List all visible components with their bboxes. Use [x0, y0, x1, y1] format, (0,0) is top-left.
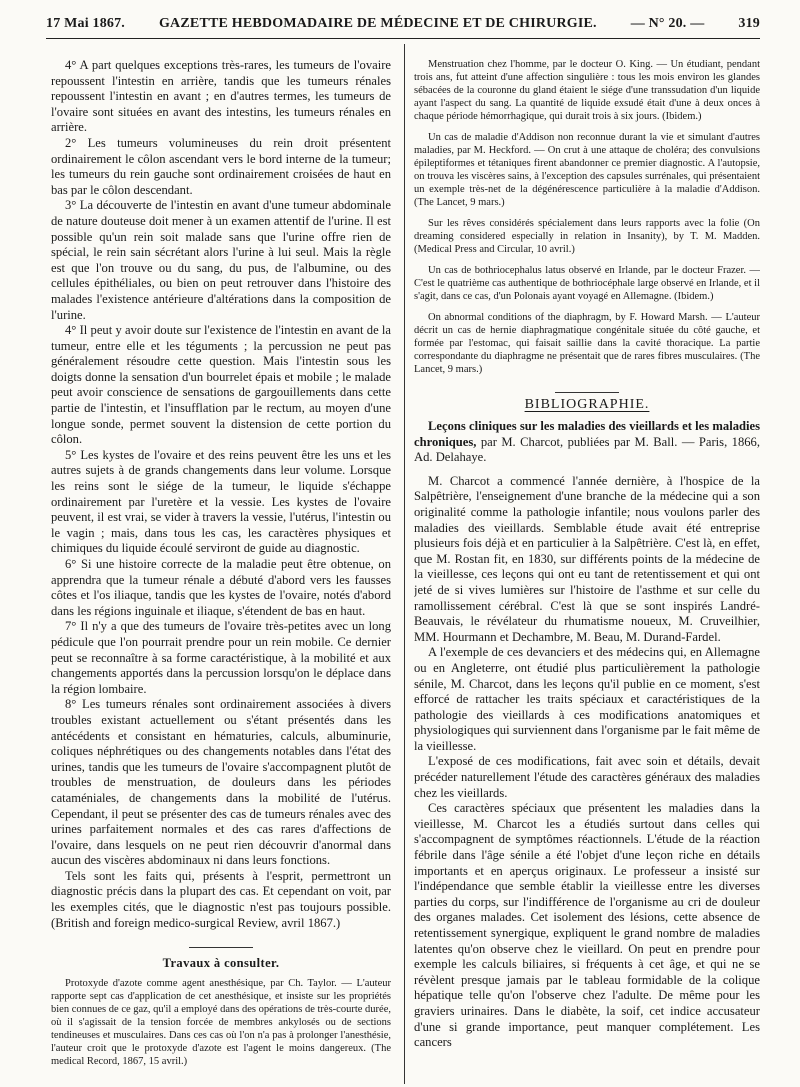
spacer: [414, 466, 760, 474]
column-divider: [404, 44, 405, 1084]
consult-item: Protoxyde d'azote comme agent anesthésique, par Ch. Taylor. — L'auteur rapporte sept cas d'application de cet anesthésique, et insiste sur les propriétés bien connues de ce gaz, qu'il a employé dans des opérations de très-courte durée, où il s'agissait de la tension forcée de membres ankylosés ou de sections tendineuses et musculaires. Dans ces cas où l'on n'a pas à prolonger l'anesthésie, l'auteur croit que le protoxyde d'azote est l'agent le moins dangereux. (The medical Record, 1867, 15 avril.): [51, 978, 391, 1068]
right-column: [414, 58, 760, 1084]
paragraph: 5° Les kystes de l'ovaire et des reins peuvent être les uns et les autres sujets à de grands changements dans leur volume. Lorsque les reins sont le siége de la tumeur, le liquide s'échappe ordinairement par l'uretère et la vessie. Les kystes de l'ovaire peuvent, il est vrai, se vider à travers la vessie, l'utérus, l'intestin ou le vagin ; mais, dans tous les cas, les caractères physiques et chimiques du liquide écoulé serviront de guide au diagnostic.: [51, 447, 391, 556]
header-page-number: 319: [738, 16, 760, 31]
paragraph: A l'exemple de ces devanciers et des médecins qui, en Allemagne ou en Angleterre, ont étudié plus particulièrement la pathologie sénile, M. Charcot, dans les leçons qu'il publie en ce moment, s'est efforcé de rattacher les traits spéciaux et caractéristiques de la pathologie des vieillards à ces modifications anatomiques et physiologiques qui surviennent dans l'organisme par le fait même de la vieillesse.: [414, 645, 760, 753]
consult-item: Un cas de bothriocephalus latus observé en Irlande, par le docteur Frazer. — C'est le quatrième cas authentique de bothriocéphale large observé en Irlande, et il s'agit, dans ce cas, d'un Polonais ayant voyagé en Allemagne. (Ibidem.): [414, 265, 760, 302]
paragraph: 3° La découverte de l'intestin en avant d'une tumeur abdominale de nature douteuse doit mener à un examen attentif de l'urine. Il est possible qu'un rein soit malade sans que l'urine offre rien de spécial, le rein sain sécrétant alors l'urine à lui seul. Mais la règle est que l'on trouve ou du sang, du pus, de l'albumine, ou des cellules épithéliales, ou bien on peut retrouver dans l'histoire des malades l'existence antérieure d'altérations dans la composition de l'urine.: [51, 198, 391, 322]
paragraph: 6° Si une histoire correcte de la maladie peut être obtenue, on apprendra que la tumeur rénale a débuté d'abord vers les fausses côtes et l'os iliaque, tandis que les kystes de l'ovaire, notés d'abord dans les régions inguinale et iliaque, s'étendent de bas en haut.: [51, 557, 391, 618]
section-title: Travaux à consulter.: [162, 956, 280, 971]
header-issue: — N° 20. —: [630, 16, 705, 31]
section-separator: [555, 392, 619, 393]
paragraph: 8° Les tumeurs rénales sont ordinairement associées à divers troubles existant actuellement ou s'étant présentés dans les antécédents et consistant en hématuries, calculs, albuminurie, coliques néphrétiques ou des changements notables dans l'état des urines, tandis que les tumeurs de l'ovaire s'accompagnent plutôt de troubles de menstruation, de douleurs dans les périodes cataméniales, de changements dans la mobilité de l'utérus. Cependant, il peut se présenter des cas de tumeurs rénales avec des urines parfaitement normales et des cas rares d'affections de l'ovaire, dans lesquels on ne peut rien découvrir d'anormal dans aucun des viscères abdominaux ni dans leurs fonctions.: [51, 697, 391, 868]
spacer: [414, 209, 760, 217]
consult-item: Menstruation chez l'homme, par le docteur O. King. — Un étudiant, pendant trois ans, fut atteint d'une affection singulière : tous les mois environ les glandes sébacées de la couronne du gland étaient le siége d'une transsudation d'un liquide ayant l'aspect du sang. La quantité de liquide exsudé était d'une à deux onces à chaque période hémorrhagique, qui durait trois à six jours. (Ibidem.): [414, 59, 760, 122]
spacer: [51, 931, 391, 947]
consult-item: Sur les rêves considérés spécialement dans leurs rapports avec la folie (On dreaming considered especially in relation in Insanity), by T. M. Madden. (Medical Press and Circular, 10 avril.): [414, 218, 760, 255]
paragraph: Tels sont les faits qui, présents à l'esprit, permettront un diagnostic précis dans la plupart des cas. Et cependant on voit, par les exemples cités, que le diagnostic n'est pas toujours possible. (British and foreign medico-surgical Review, avril 1867.): [51, 868, 391, 930]
header-rule: [46, 38, 760, 39]
paragraph: M. Charcot a commencé l'année dernière, à l'hospice de la Salpêtrière, l'enseignement d'une branche de la médecine qui a son originalité comme la pathologie infantile; nous voulons parler des maladies des vieillards. Semblable étude avait été entreprise plusieurs fois déjà et en particulier à la Salpêtrière. C'est là, en effet, que M. Rostan fit, en 1830, sur différents points de la médecine de la vieillesse, ces leçons qui ont eu tant de retentissement et qui ont jeté de si vives lumières sur l'histoire de l'asthme et sur celle du ramollissement cérébral. C'est là que se sont inspirés Landré-Beauvais, le révélateur du rhumatisme noueux, M. Cruveilhier, MM. Hourmann et Dechambre, M. Beau, M. Durand-Fardel.: [414, 473, 760, 644]
paragraph: 7° Il n'y a que des tumeurs de l'ovaire très-petites avec un long pédicule que l'on pourrait prendre pour un rein mobile. Ce dernier peut se reconnaître à sa forme caractéristique, à la mobilité et aux changements apportés dans la percussion lorsqu'on le déplace dans la région lombaire.: [51, 619, 391, 696]
paragraph: Ces caractères spéciaux que présentent les maladies dans la vieillesse, M. Charcot les a étudiés surtout dans celles qui s'accompagnent de symptômes réactionnels. L'étude de la réaction fébrile dans l'âge sénile a été l'objet d'une leçon riche en détails importants et en aperçus originaux. Le professeur a insisté sur l'indépendance que semble établir la vieillesse entre les diverses parties du corps, sur l'indifférence de l'organisme au cri de douleur des organes malades. Cet isolement des lésions, cette absence de retentissement synergique, expliquent le grand nombre de maladies latentes qu'on observe chez le vieillard. On peut en prendre pour exemple les calculs biliaires, si fréquents à cet âge, et qui ne se révèlent presque jamais par le tableau formidable de la colique hépatique telle qu'on l'observe chez l'adulte. De même pour les graviers urinaires. Dans le diabète, la soif, cet indice accusateur d'une si grande importance, peut manquer complétement. Les cancers: [414, 801, 760, 1050]
consult-item: On abnormal conditions of the diaphragm, by F. Howard Marsh. — L'auteur décrit un cas de hernie diaphragmatique congénitale située du côté gauche, et formée par l'estomac, qui faisait saillie dans la cavité thoracique. La partie correspondante du diaphragme ne présentait que de rares fibres musculaires. (The Lancet, 9 mars.): [414, 312, 760, 375]
header-journal-title: GAZETTE HEBDOMADAIRE DE MÉDECINE ET DE CHIRURGIE.: [158, 16, 597, 31]
spacer: [414, 256, 760, 264]
book-title: Leçons cliniques sur les maladies des vieillards et les maladies chroniques,: [414, 419, 760, 449]
book-details: par M. Charcot, publiées par M. Ball. — Paris, 1866, Ad. Delahaye.: [414, 434, 760, 465]
paragraph: 4° Il peut y avoir doute sur l'existence de l'intestin en avant de la tumeur, entre elle et les téguments ; la percussion ne peut pas généralement résoudre cette question. Mais l'intestin sous les doigts donne la sensation d'un bourrelet épais et mobile ; le malade peut avoir conscience de sensations de gargouillements dans cette partie de l'intestin, et l'insufflation par le rectum, au moyen d'une longue sonde, permet souvent la distension de cette portion du côlon.: [51, 323, 391, 447]
paragraph: 4° A part quelques exceptions très-rares, les tumeurs de l'ovaire repoussent l'intestin en arrière, tandis que les tumeurs rénales repoussent l'intestin en avant ; en d'autres termes, les tumeurs de l'ovaire sont situées en avant des intestins, les tumeurs rénales en arrière.: [51, 58, 391, 135]
spacer: [414, 303, 760, 311]
bibliography-title: BIBLIOGRAPHIE.: [524, 397, 650, 412]
consult-item: Un cas de maladie d'Addison non reconnue durant la vie et simulant d'autres maladies, par M. Heckford. — On crut à une attaque de choléra; des convulsions épileptiformes et tétaniques firent abandonner ce premier diagnostic. A l'autopsie, on trouva les viscères sains, à l'exception des capsules surrénales, qui présentaient un exemple très-net de la dégénérescence particulière à la maladie d'Addison. (The Lancet, 9 mars.): [414, 132, 760, 208]
left-column: [51, 58, 391, 1084]
spacer: [414, 376, 760, 392]
section-separator: [189, 947, 253, 948]
running-header: [46, 6, 760, 32]
paragraph: 2° Les tumeurs volumineuses du rein droit présentent ordinairement le côlon ascendant vers le bord interne de la tumeur; les tumeurs du rein gauche sont ordinairement croisées de haut en bas par le côlon descendant.: [51, 135, 391, 197]
paragraph: L'exposé de ces modifications, fait avec soin et détails, devait précéder naturellement l'étude des caractères généraux des maladies chez les vieillards.: [414, 754, 760, 800]
header-date: 17 Mai 1867.: [46, 16, 126, 31]
book-reference: [414, 419, 760, 466]
spacer: [414, 123, 760, 131]
